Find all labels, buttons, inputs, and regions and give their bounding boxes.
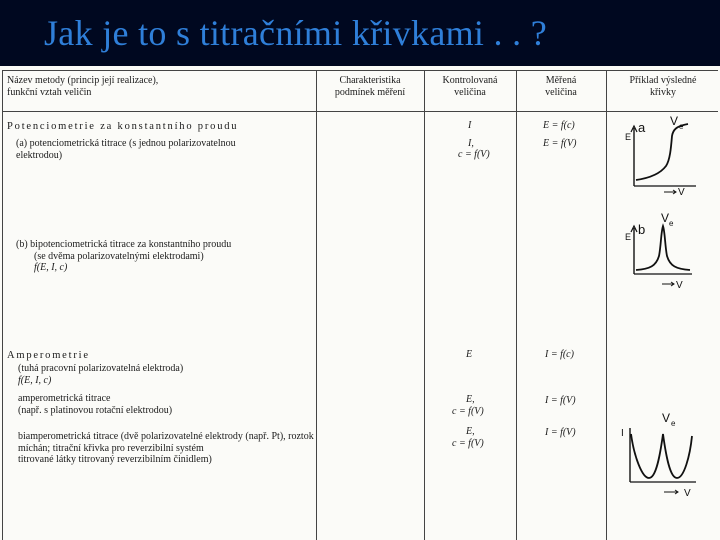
- amperometric-titration-measured: I = f(V): [545, 395, 576, 406]
- header-curve-example: Příklad výsledné křivky: [629, 75, 697, 98]
- curve-c-y-label: I: [621, 428, 624, 439]
- curve-a-point-label: V: [670, 114, 679, 128]
- curve-a-x-label: V: [678, 187, 685, 196]
- biamperometric-titration-text: biamperometrická titrace (dvě polarizovatelné elektrody (např. Pt), roztok míchán; titrační křivka pro reverzibilní systém titrované látky titrovaný reverzibilním činidlem): [18, 431, 314, 465]
- amperometric-titration-controlled: E, c = f(V): [452, 394, 484, 417]
- amperometric-titration-text: amperometrická titrace (např. s platinovou rotační elektrodou): [18, 393, 173, 416]
- biamperometric-titration-controlled: E, c = f(V): [452, 426, 484, 449]
- table-border-left: [2, 70, 3, 540]
- curve-a-potentiometric: [612, 110, 716, 196]
- curve-a-y-label: E: [625, 132, 632, 142]
- header-divider: [2, 111, 718, 112]
- curve-b-bipotentiometric: [612, 208, 716, 298]
- column-divider-1: [316, 70, 317, 540]
- amperometry-electrode-text: (tuhá pracovní polarizovatelná elektroda) f(E, I, c): [18, 363, 184, 386]
- curve-a-point-sub: e: [679, 122, 684, 131]
- potentiometry-controlled: I I, c = f(V): [458, 120, 490, 160]
- column-divider-2: [424, 70, 425, 540]
- header-method: Název metody (princip její realizace), funkční vztah veličin: [7, 75, 159, 98]
- amperometry-controlled: E: [466, 349, 473, 360]
- amperometry-measured: I = f(c): [545, 349, 574, 360]
- table-top-border: [2, 70, 718, 71]
- column-divider-4: [606, 70, 607, 540]
- section-heading-potentiometry: Potenciometrie za konstantního proudu: [7, 121, 239, 132]
- header-measured: Měřená veličina: [545, 75, 577, 98]
- bipotentiometric-titration-text: (b) bipotenciometrická titrace za konstantního proudu (se dvěma polarizovatelnými elektrodami) f(E, I, c): [16, 239, 232, 273]
- curve-c-point-label: V: [662, 411, 671, 425]
- curve-b-point-label: V: [661, 211, 670, 225]
- header-conditions: Charakteristika podmínek měření: [334, 75, 406, 98]
- curve-c-biamperometric: [612, 406, 716, 502]
- curve-c-point-sub: e: [671, 419, 676, 428]
- section-heading-amperometry: Amperometrie: [7, 350, 90, 361]
- curve-c-x-label: V: [684, 488, 691, 499]
- column-divider-3: [516, 70, 517, 540]
- curve-b-letter: b: [638, 222, 646, 237]
- slide-title: Jak je to s titračními křivkami . . ?: [44, 13, 547, 53]
- title-bar: [0, 0, 720, 66]
- curve-b-point-sub: e: [669, 219, 674, 228]
- potentiometry-measured: E = f(c) E = f(V): [543, 120, 577, 149]
- biamperometric-titration-measured: I = f(V): [545, 427, 576, 438]
- header-controlled: Kontrolovaná veličina: [442, 75, 498, 98]
- curve-c-line: [631, 434, 692, 478]
- curve-b-x-label: V: [676, 280, 683, 291]
- potentiometric-titration-text: (a) potenciometrická titrace (s jednou polarizovatelnou elektrodou): [16, 138, 236, 161]
- curve-a-letter: a: [638, 120, 646, 135]
- curve-b-y-label: E: [625, 232, 632, 242]
- scanned-table: [0, 66, 720, 540]
